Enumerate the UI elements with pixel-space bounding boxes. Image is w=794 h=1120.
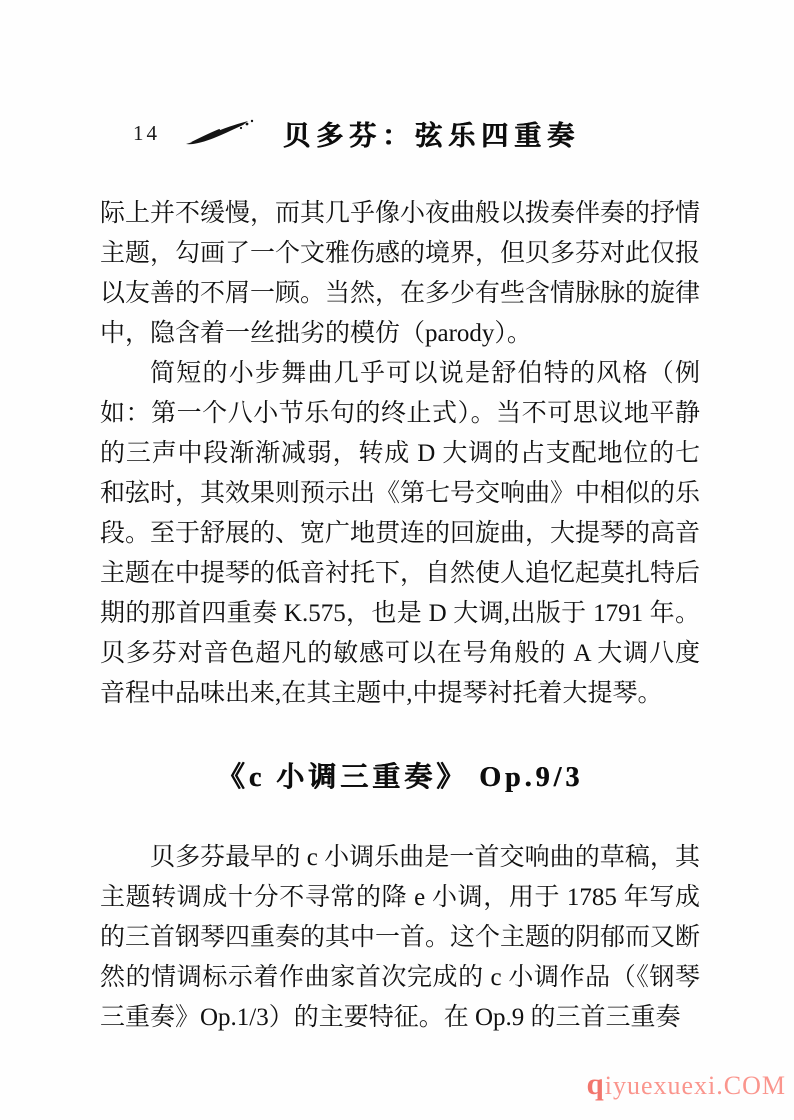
page-header: [0, 112, 794, 156]
paragraph-continuation: 际上并不缓慢，而其几乎像小夜曲般以拨奏伴奏的抒情主题，勾画了一个文雅伤感的境界，但贝多芬对此仅报以友善的不屑一顾。当然，在多少有些含情脉脉的旋律中，隐含着一丝拙劣的模仿（parody）。: [100, 200, 701, 347]
quill-flourish-icon: [184, 118, 256, 148]
paragraph: 贝多芬最早的 c 小调乐曲是一首交响曲的草稿，其主题转调成十分不寻常的降 e 小调，用于 1785 年写成的三首钢琴四重奏的其中一首。这个主题的阴郁而又断然的情调标示着作曲家首次完成的 c 小调作品（《钢琴三重奏》Op.1/3）的主要特征。在 Op.9 的三首三重奏: [100, 844, 701, 1031]
page-body: [100, 194, 700, 1038]
watermark-text: iyuexuexi.COM: [604, 1071, 786, 1100]
paragraph: 简短的小步舞曲几乎可以说是舒伯特的风格（例如：第一个八小节乐句的终止式）。当不可思议地平静的三声中段渐渐减弱，转成 D 大调的占支配地位的七和弦时，其效果则预示出《第七号交响曲》中相似的乐段。至于舒展的、宽广地贯连的回旋曲，大提琴的高音主题在中提琴的低音衬托下，自然使人追忆起莫扎特后期的那首四重奏 K.575，也是 D 大调,出版于 1791 年。贝多芬对音色超凡的敏感可以在号角般的 A 大调八度音程中品味出来,在其主题中,中提琴衬托着大提琴。: [100, 360, 701, 707]
page-number: 14: [133, 121, 160, 145]
watermark: [586, 1066, 786, 1102]
section-heading: 《c 小调三重奏》 Op.9/3: [216, 762, 584, 793]
running-head-title: 贝多芬：弦乐四重奏: [283, 121, 580, 151]
watermark-prefix: q: [586, 1066, 605, 1101]
